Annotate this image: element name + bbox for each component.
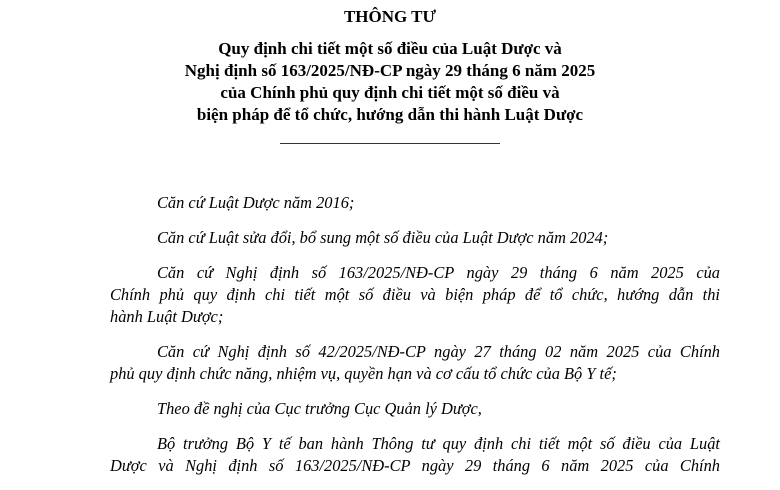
paragraph-line: hành Luật Dược;: [110, 307, 224, 326]
paragraph-line: Dược và Nghị định số 163/2025/NĐ-CP ngày 29 tháng 6 năm 2025 của Chính: [110, 456, 720, 475]
paragraph-line: Bộ trưởng Bộ Y tế ban hành Thông tư quy định chi tiết một số điều của Luật: [157, 434, 720, 453]
preamble-paragraph: [110, 192, 720, 214]
document-type-heading: THÔNG TƯ: [343, 7, 437, 26]
preamble-paragraph: [110, 433, 720, 477]
paragraph-line: Căn cứ Nghị định số 163/2025/NĐ-CP ngày 29 tháng 6 năm 2025 của: [157, 263, 720, 282]
title-line: biện pháp để tổ chức, hướng dẫn thi hành Luật Dược: [196, 105, 584, 124]
preamble-paragraph: [110, 398, 720, 420]
document-title: [0, 38, 780, 126]
paragraph-line: Chính phủ quy định chi tiết một số điều và biện pháp để tổ chức, hướng dẫn thi: [110, 285, 720, 304]
paragraph-line: Căn cứ Nghị định số 42/2025/NĐ-CP ngày 27 tháng 02 năm 2025 của Chính: [157, 342, 720, 361]
title-divider: [280, 143, 500, 144]
title-line: của Chính phủ quy định chi tiết một số điều và: [220, 83, 560, 102]
paragraph-line: Căn cứ Luật Dược năm 2016;: [157, 193, 355, 212]
paragraph-line: Theo đề nghị của Cục trưởng Cục Quản lý Dược,: [157, 399, 482, 418]
preamble-paragraph: [110, 227, 720, 249]
preamble-body: [110, 192, 720, 490]
title-line: Quy định chi tiết một số điều của Luật Dược và: [218, 39, 562, 58]
title-line: Nghị định số 163/2025/NĐ-CP ngày 29 tháng 6 năm 2025: [184, 61, 596, 80]
paragraph-line: Căn cứ Luật sửa đổi, bổ sung một số điều của Luật Dược năm 2024;: [157, 228, 609, 247]
preamble-paragraph: [110, 262, 720, 328]
paragraph-line: phủ quy định chức năng, nhiệm vụ, quyền hạn và cơ cấu tổ chức của Bộ Y tế;: [110, 364, 617, 383]
preamble-paragraph: [110, 341, 720, 385]
